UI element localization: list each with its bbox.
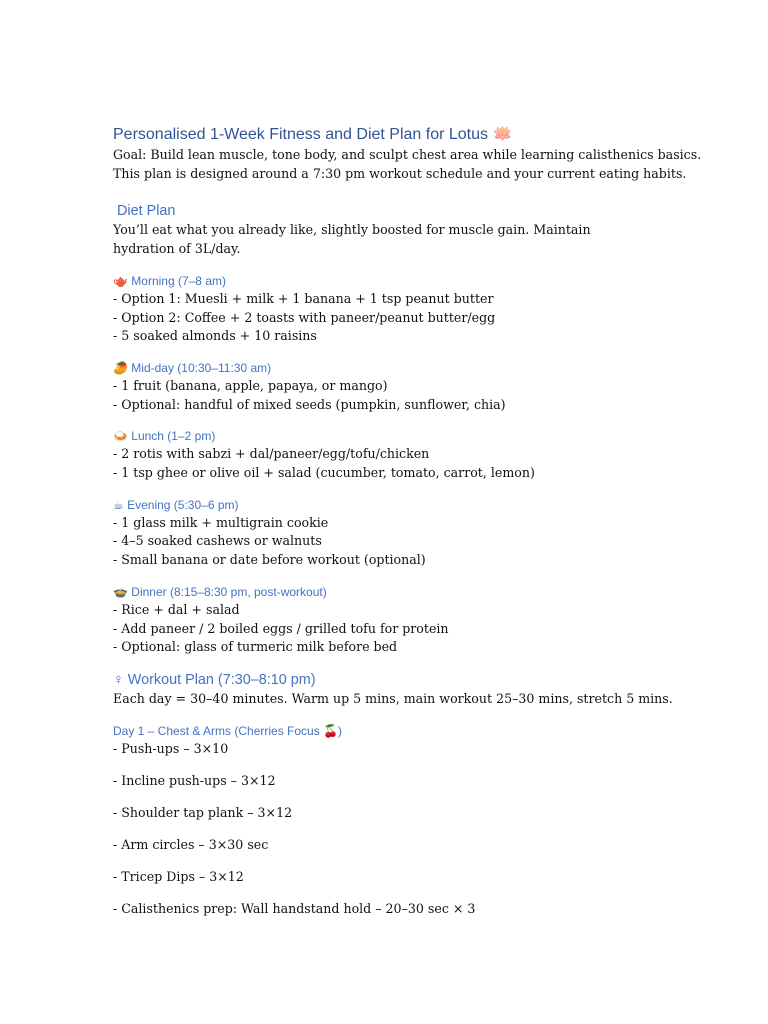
- meal-heading-lunch: 🍛 Lunch (1–2 pm): [113, 429, 216, 444]
- diet-intro-text: You’ll eat what you already like, slightly boosted for muscle gain. Maintain hydration of 3L/day.: [113, 222, 591, 257]
- exercise-item: - Tricep Dips – 3×12: [113, 868, 244, 884]
- exercise-item: - Arm circles – 3×30 sec: [113, 836, 269, 852]
- workout-plan-heading: ♀ Workout Plan (7:30–8:10 pm): [113, 671, 316, 688]
- meal-item: - 5 soaked almonds + 10 raisins: [113, 328, 317, 344]
- meal-item: - Optional: handful of mixed seeds (pumpkin, sunflower, chia): [113, 396, 506, 412]
- meal-item: - Small banana or date before workout (optional): [113, 552, 426, 568]
- meal-heading-dinner: 🍲 Dinner (8:15–8:30 pm, post-workout): [113, 584, 327, 599]
- document-page: [113, 124, 702, 918]
- exercise-item: - Calisthenics prep: Wall handstand hold – 20–30 sec × 3: [113, 900, 476, 916]
- meal-item: - Option 1: Muesli + milk + 1 banana + 1 tsp peanut butter: [113, 290, 494, 306]
- goal-text: Goal: Build lean muscle, tone body, and sculpt chest area while learning calisthenics basics.: [113, 147, 702, 162]
- diet-plan-heading: Diet Plan: [117, 203, 176, 220]
- meal-item: - 1 fruit (banana, apple, papaya, or mango): [113, 377, 388, 393]
- meal-item: - 1 glass milk + multigrain cookie: [113, 514, 329, 530]
- meal-item: - Optional: glass of turmeric milk before bed: [113, 639, 398, 655]
- day-1-heading: Day 1 – Chest & Arms (Cherries Focus 🍒): [113, 723, 343, 738]
- meal-item: - 4–5 soaked cashews or walnuts: [113, 533, 322, 549]
- exercise-item: - Shoulder tap plank – 3×12: [113, 804, 293, 820]
- meal-heading-midday: 🥭 Mid-day (10:30–11:30 am): [113, 360, 272, 375]
- document-title: Personalised 1-Week Fitness and Diet Plan for Lotus 🪷: [113, 126, 513, 143]
- meal-heading-morning: 🫖 Morning (7–8 am): [113, 273, 226, 288]
- meal-item: - Rice + dal + salad: [113, 601, 240, 617]
- meal-heading-evening: ☕ Evening (5:30–6 pm): [113, 497, 239, 512]
- schedule-text: This plan is designed around a 7:30 pm workout schedule and your current eating habits.: [113, 165, 687, 181]
- exercise-item: - Incline push-ups – 3×12: [113, 772, 276, 788]
- meal-item: - 2 rotis with sabzi + dal/paneer/egg/tofu/chicken: [113, 446, 430, 462]
- exercise-item: - Push-ups – 3×10: [113, 740, 229, 756]
- workout-intro-text: Each day = 30–40 minutes. Warm up 5 mins, main workout 25–30 mins, stretch 5 mins.: [113, 690, 673, 706]
- meal-item: - Option 2: Coffee + 2 toasts with paneer/peanut butter/egg: [113, 309, 496, 325]
- meal-item: - 1 tsp ghee or olive oil + salad (cucumber, tomato, carrot, lemon): [113, 465, 535, 481]
- meal-item: - Add paneer / 2 boiled eggs / grilled tofu for protein: [113, 620, 449, 636]
